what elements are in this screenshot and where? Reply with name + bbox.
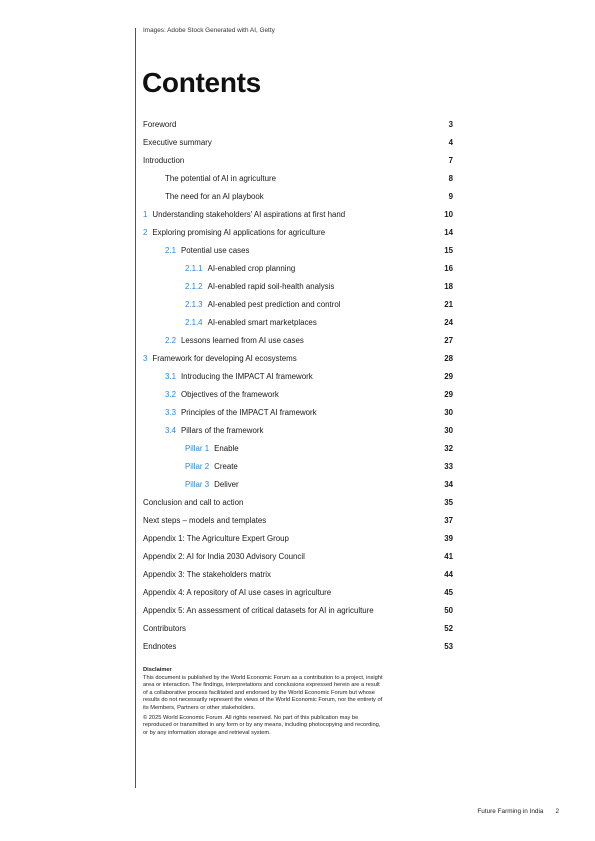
toc-entry-label: Create [214,462,238,471]
toc-entry-number: 2.1.4 [185,318,203,327]
toc-entry-page: 15 [444,246,453,255]
toc-entry-page: 8 [448,174,453,183]
page-footer [477,808,559,815]
toc-entry-label: Understanding stakeholders' AI aspirations at first hand [152,210,346,219]
toc-entry-page: 29 [444,372,453,381]
toc-entry-number: 3.2 [165,390,176,399]
toc-entry[interactable] [143,548,453,566]
toc-entry-label: Appendix 1: The Agriculture Expert Group [143,534,289,543]
disclaimer-text: This document is published by the World Economic Forum as a contribution to a project, insight area or interaction. The findings, interpretations and conclusions expressed herein are a result of a collaborative process facilitated and endorsed by the World Economic Forum but whose results do not necessarily represent the views of the World Economic Forum, nor the entirety of its Members, Partners or other stakeholders. [143,674,383,711]
toc-entry-label: AI-enabled pest prediction and control [207,300,341,309]
toc-entry[interactable] [143,566,453,584]
toc-entry[interactable] [143,494,453,512]
toc-entry-page: 33 [444,462,453,471]
toc-entry-page: 30 [444,426,453,435]
toc-entry-page: 14 [444,228,453,237]
toc-entry[interactable] [143,206,453,224]
toc-entry-label: Deliver [214,480,239,489]
margin-rule [135,28,136,788]
toc-entry-page: 30 [444,408,453,417]
toc-entry-label: Conclusion and call to action [143,498,244,507]
toc-entry-label: Principles of the IMPACT AI framework [180,408,317,417]
disclaimer [143,667,383,737]
toc-entry-number: Pillar 2 [185,462,210,471]
toc-entry-page: 21 [444,300,453,309]
toc-entry-label: AI-enabled rapid soil-health analysis [207,282,335,291]
toc-entry-page: 45 [444,588,453,597]
toc-entry-label: Executive summary [143,138,212,147]
toc-entry-page: 32 [444,444,453,453]
toc-entry-page: 52 [444,624,453,633]
toc-entry-page: 53 [444,642,453,651]
toc-entry-number: 2.2 [165,336,176,345]
toc-entry-page: 39 [444,534,453,543]
toc-entry[interactable] [143,530,453,548]
footer-title: Future Farming in India [477,808,544,815]
toc-entry[interactable] [143,350,453,368]
toc-entry-page: 50 [444,606,453,615]
toc-entry-page: 24 [444,318,453,327]
toc-entry-number: Pillar 1 [185,444,210,453]
toc-entry-label: Next steps – models and templates [143,516,267,525]
toc-entry[interactable] [143,440,453,458]
toc-entry-number: 2.1.1 [185,264,203,273]
toc-entry-page: 4 [448,138,453,147]
disclaimer-heading: Disclaimer [143,667,172,673]
toc-entry-number: 3.3 [165,408,176,417]
toc-entry-number: 2.1 [165,246,176,255]
toc-entry-number: 3.4 [165,426,176,435]
image-credit: Images: Adobe Stock Generated with AI, Getty [143,27,275,34]
toc-entry[interactable] [143,386,453,404]
toc-entry-page: 7 [448,156,453,165]
toc-entry-label: The need for an AI playbook [165,192,264,201]
toc-entry-label: Endnotes [143,642,177,651]
toc-entry-number: 1 [143,210,148,219]
toc-entry-page: 37 [444,516,453,525]
toc-entry-label: Objectives of the framework [180,390,279,399]
toc-entry[interactable] [143,188,453,206]
toc-entry-label: Appendix 2: AI for India 2030 Advisory Council [143,552,305,561]
toc-entry-label: Enable [214,444,239,453]
toc-entry[interactable] [143,152,453,170]
toc-entry-number: Pillar 3 [185,480,210,489]
toc-entry[interactable] [143,260,453,278]
toc-entry[interactable] [143,638,453,656]
toc-entry-label: Appendix 4: A repository of AI use cases in agriculture [143,588,332,597]
toc-entry-page: 29 [444,390,453,399]
toc-entry-number: 2.1.3 [185,300,203,309]
toc-entry[interactable] [143,512,453,530]
toc-entry-label: Contributors [143,624,186,633]
toc-entry-label: Lessons learned from AI use cases [180,336,304,345]
toc-entry-number: 3 [143,354,148,363]
toc-entry-number: 2.1.2 [185,282,203,291]
toc-entry-page: 41 [444,552,453,561]
toc-entry[interactable] [143,278,453,296]
toc-entry[interactable] [143,242,453,260]
toc-entry-page: 9 [448,192,453,201]
toc-entry[interactable] [143,134,453,152]
toc-entry-label: Potential use cases [180,246,250,255]
toc-entry[interactable] [143,422,453,440]
toc-entry-page: 18 [444,282,453,291]
toc-entry[interactable] [143,296,453,314]
toc-entry-label: Appendix 5: An assessment of critical datasets for AI in agriculture [143,606,374,615]
toc-entry-label: Framework for developing AI ecosystems [152,354,297,363]
toc-entry-page: 3 [448,120,453,129]
toc-entry-label: Pillars of the framework [180,426,264,435]
toc-entry[interactable] [143,332,453,350]
toc-entry-label: The potential of AI in agriculture [165,174,276,183]
toc-entry[interactable] [143,116,453,134]
toc-entry-label: Appendix 3: The stakeholders matrix [143,570,271,579]
toc-entry[interactable] [143,458,453,476]
toc-entry-label: Foreword [143,120,177,129]
toc-entry[interactable] [143,224,453,242]
copyright-text: © 2025 World Economic Forum. All rights reserved. No part of this publication may be reproduced or transmitted in any form or by any means, including photocopying and recording, or by any information storage and retrieval system. [143,714,381,736]
toc-entry-page: 34 [444,480,453,489]
toc-entry[interactable] [143,404,453,422]
toc-entry[interactable] [143,476,453,494]
toc-entry-label: Exploring promising AI applications for agriculture [152,228,326,237]
toc-entry-label: Introducing the IMPACT AI framework [180,372,313,381]
page-title: Contents [142,67,261,98]
table-of-contents [143,116,453,656]
toc-entry-page: 28 [444,354,453,363]
toc-entry[interactable] [143,170,453,188]
toc-entry-page: 27 [444,336,453,345]
toc-entry-number: 3.1 [165,372,176,381]
toc-entry[interactable] [143,620,453,638]
toc-entry[interactable] [143,584,453,602]
footer-page-number: 2 [555,808,559,815]
toc-entry[interactable] [143,368,453,386]
toc-entry-page: 10 [444,210,453,219]
toc-entry-page: 35 [444,498,453,507]
toc-entry-label: Introduction [143,156,185,165]
toc-entry-page: 44 [444,570,453,579]
toc-entry[interactable] [143,602,453,620]
toc-entry[interactable] [143,314,453,332]
toc-entry-label: AI-enabled crop planning [207,264,296,273]
toc-entry-number: 2 [143,228,148,237]
toc-entry-label: AI-enabled smart marketplaces [207,318,317,327]
toc-entry-page: 16 [444,264,453,273]
